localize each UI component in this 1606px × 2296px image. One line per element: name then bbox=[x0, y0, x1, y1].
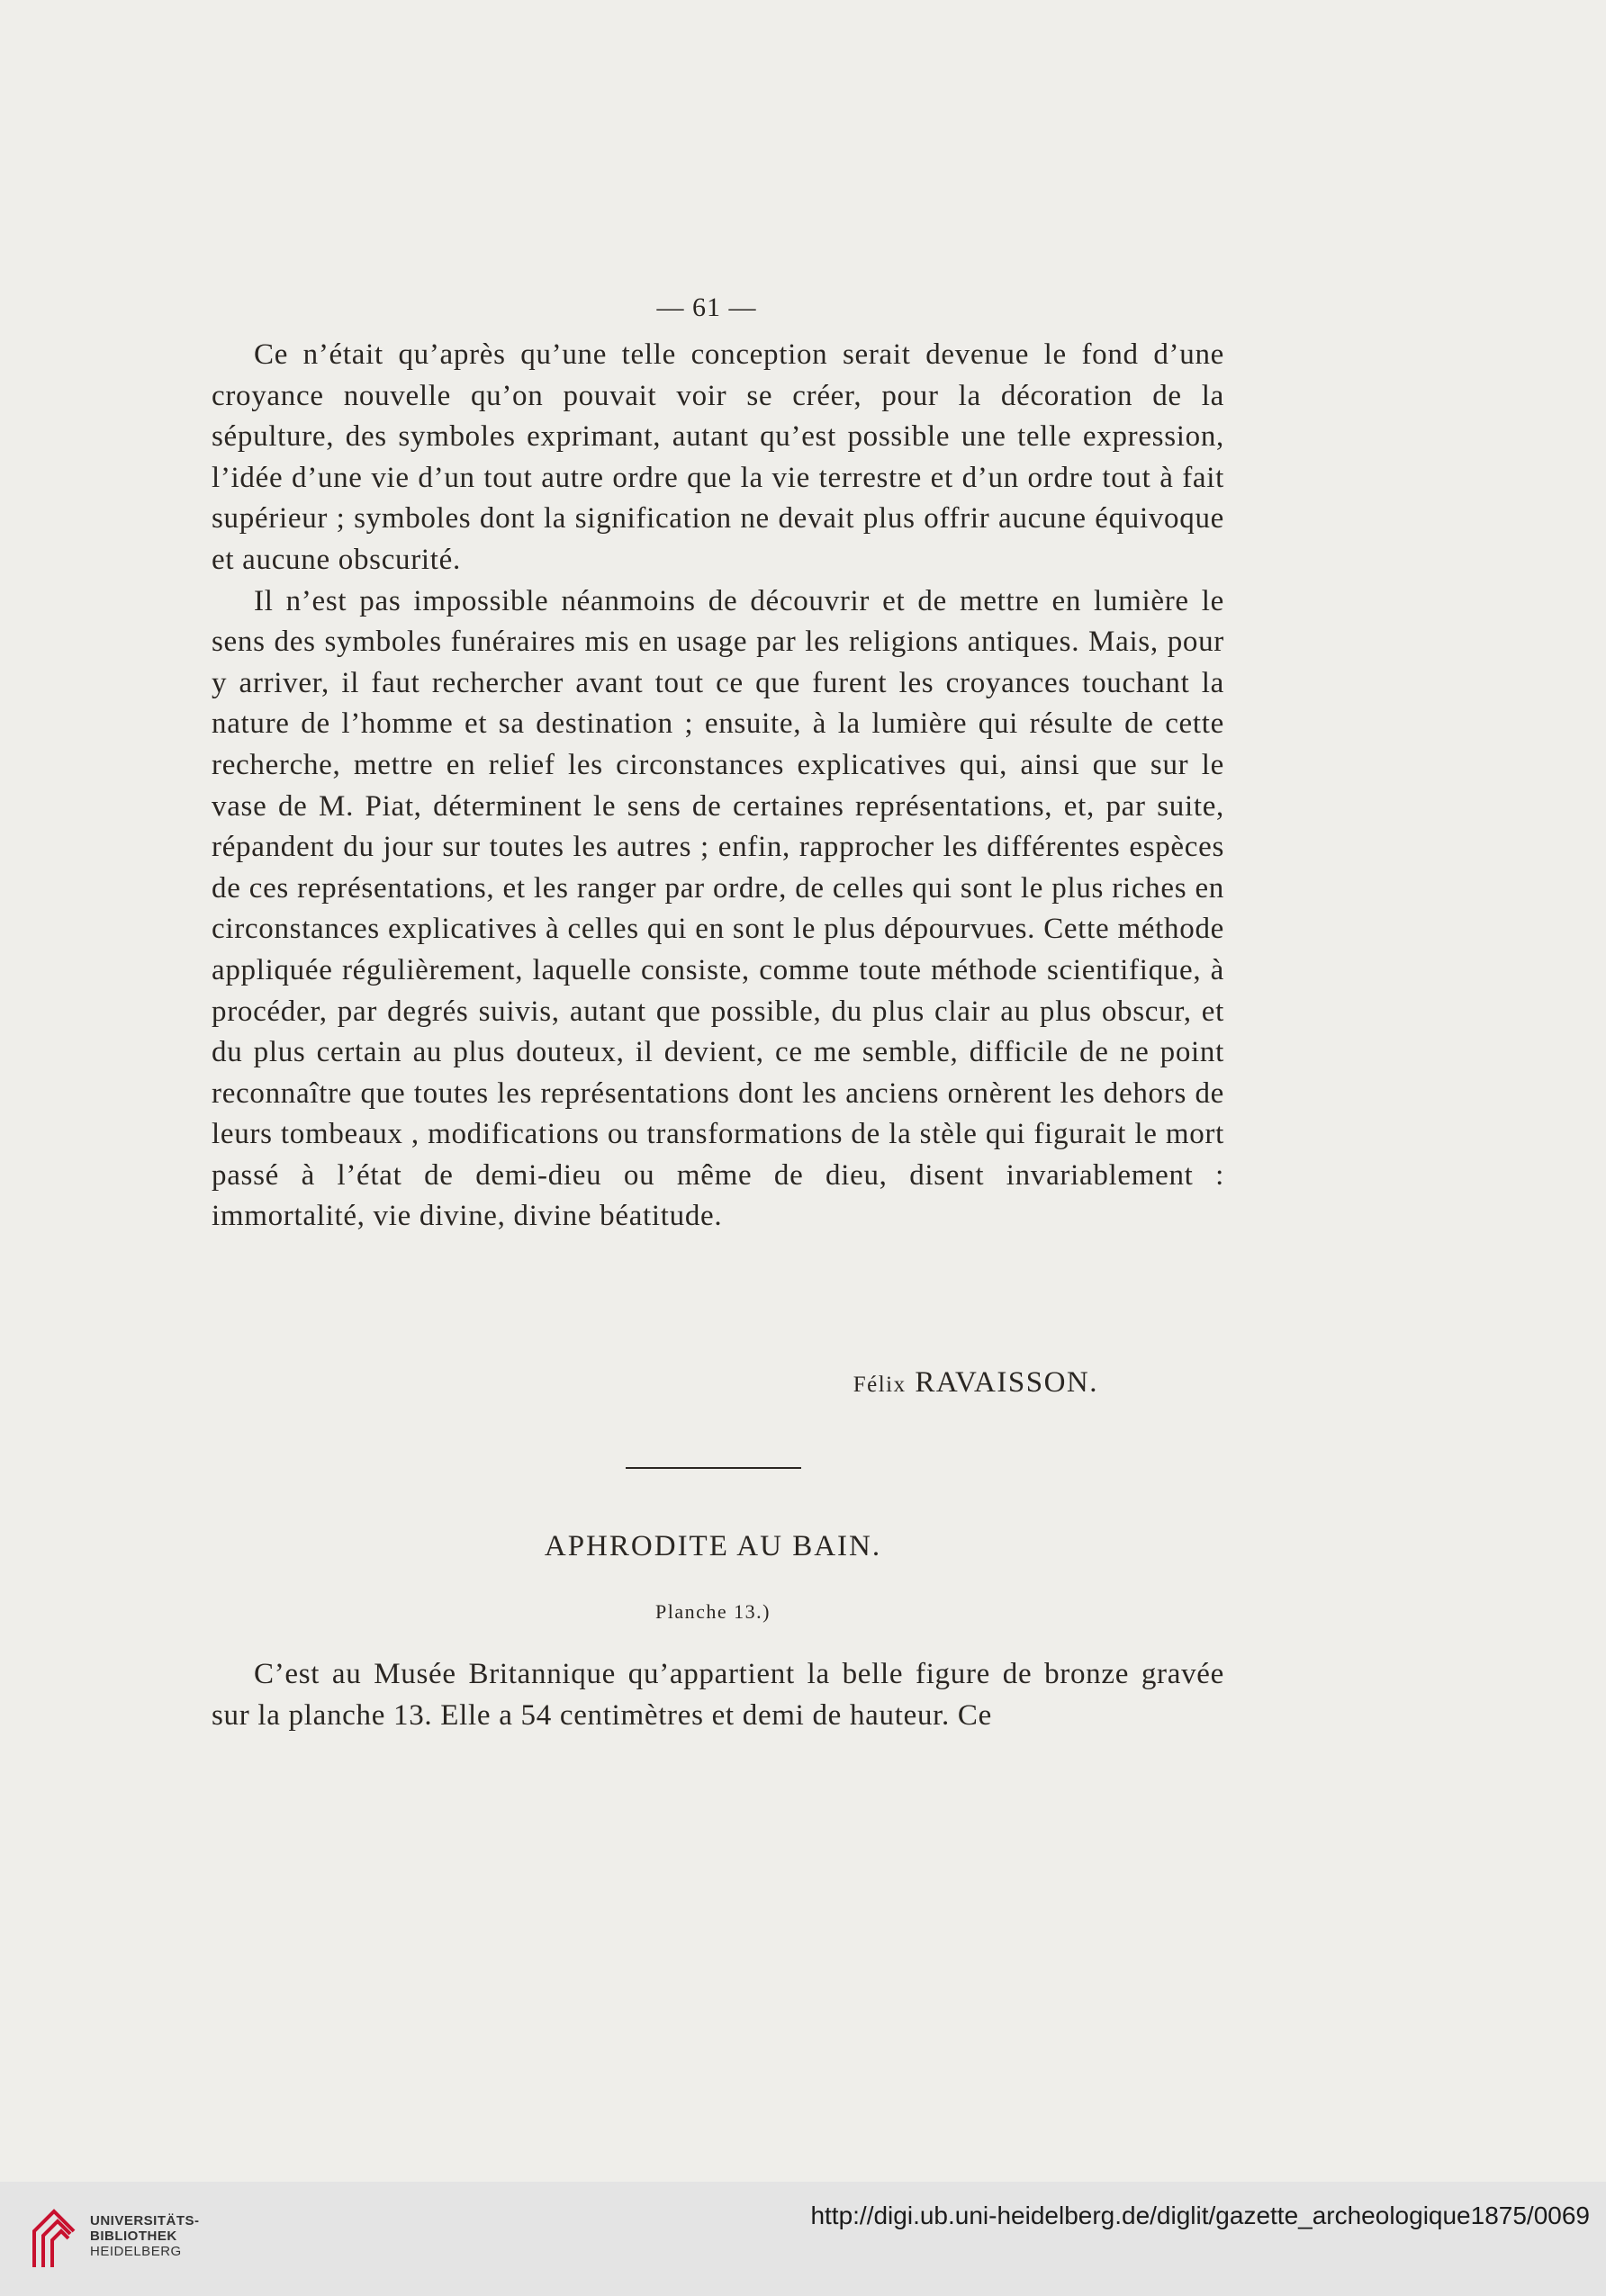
logo-line-3: HEIDELBERG bbox=[90, 2244, 182, 2259]
page-number: — 61 — bbox=[656, 293, 757, 322]
logo-line-2: BIBLIOTHEK bbox=[90, 2228, 177, 2244]
article-body bbox=[212, 335, 1224, 1238]
permalink-url[interactable]: http://digi.ub.uni-heidelberg.de/diglit/gazette_archeologique1875/0069 bbox=[810, 2201, 1590, 2229]
author-signature bbox=[0, 1366, 1098, 1400]
section-divider bbox=[626, 1467, 801, 1469]
plate-reference: Planche 13.) bbox=[655, 1600, 771, 1623]
logo-line-1: UNIVERSITÄTS- bbox=[90, 2213, 200, 2228]
section-body bbox=[212, 1654, 1224, 1736]
signature-last-name: RAVAISSON. bbox=[915, 1366, 1098, 1399]
paragraph-3: C’est au Musée Britannique qu’appartient la belle figure de bronze gravée sur la planche 13. Elle a 54 centimètres et demi de hauteur. Ce bbox=[212, 1658, 1224, 1732]
library-logo-icon bbox=[27, 2204, 81, 2273]
library-logo-text bbox=[90, 2213, 200, 2259]
paragraph-2: Il n’est pas impossible néanmoins de découvrir et de mettre en lumière le sens des symboles funéraires mis en usage par les religions antiques. Mais, pour y arriver, il faut rechercher avant tout ce que furent les croyances touchant la nature de l’homme et sa destination ; ensuite, à la lumière qui résulte de cette recherche, mettre en relief les circonstances explicatives qui, ainsi que sur le vase de M. Piat, déterminent le sens de certaines représentations, et, par suite, répandent du jour sur toutes les autres ; enfin, rapprocher les différentes espèces de ces représentations, et les ranger par ordre, de celles qui sont le plus riches en circonstances explicatives à celles qui en sont le plus dépourvues. Cette méthode appliquée régulièrement, laquelle consiste, comme toute méthode scientifique, à procéder, par degrés suivis, autant que possible, du plus clair au plus obscur, et du plus certain au plus douteux, il devient, ce me semble, difficile de ne point reconnaître que toutes les représentations dont les anciens ornèrent les dehors de leurs tombeaux , modifications ou transformations de la stèle qui figurait le mort passé à l’état de demi-dieu ou même de dieu, disent invariablement : immortalité, vie divine, divine béatitude. bbox=[212, 584, 1224, 1233]
library-footer bbox=[0, 2182, 1606, 2296]
section-title: APHRODITE AU BAIN. bbox=[544, 1530, 882, 1562]
signature-first-name: Félix bbox=[853, 1373, 907, 1397]
paragraph-1: Ce n’était qu’après qu’une telle conception serait devenue le fond d’une croyance nouvelle qu’on pouvait voir se créer, pour la décoration de la sépulture, des symboles exprimant, autant qu’est possible une telle expression, l’idée d’une vie d’un tout autre ordre que la vie terrestre et d’un ordre tout à fait supérieur ; symboles dont la signification ne devait plus offrir aucune équivoque et aucune obscurité. bbox=[212, 338, 1224, 576]
